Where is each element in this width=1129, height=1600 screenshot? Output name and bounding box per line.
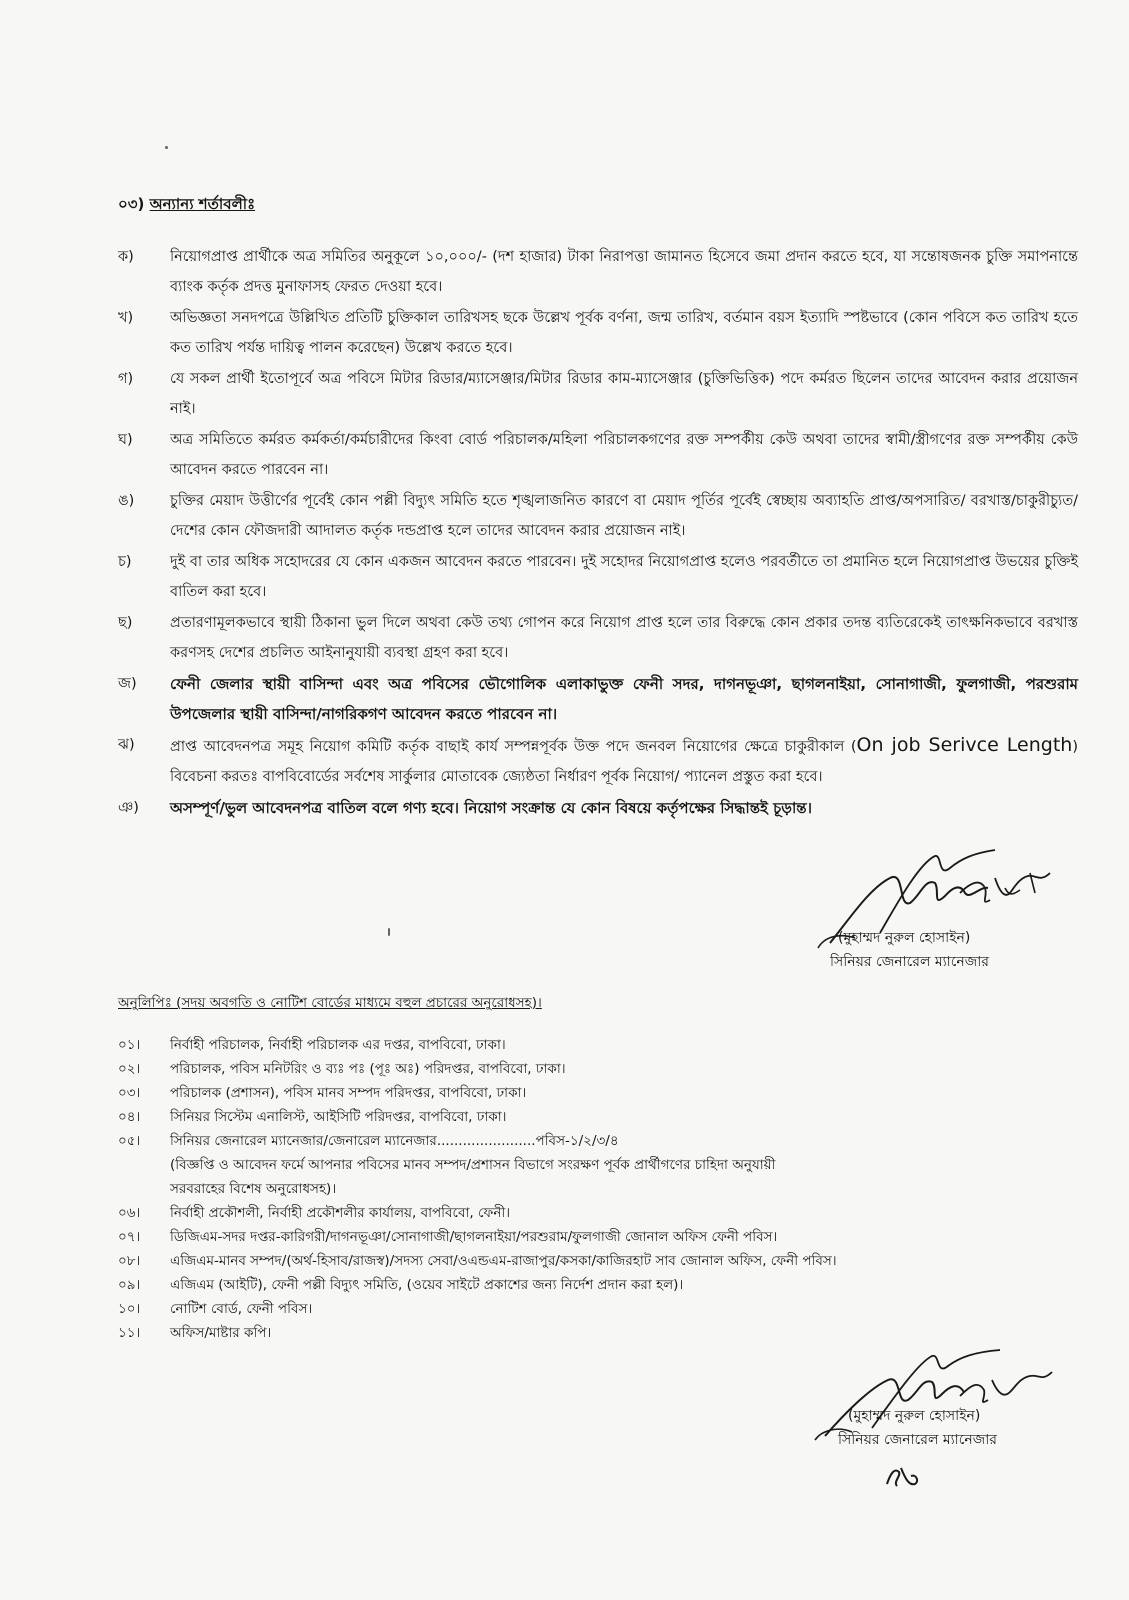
term-label: জ) <box>118 676 137 692</box>
term-item <box>118 364 1078 424</box>
copy-item <box>118 1321 1098 1345</box>
term-text-english: On job Serivce Length <box>856 734 1073 756</box>
term-text: অভিজ্ঞতা সনদপত্রে উল্লিখিত প্রতিটি চুক্তিকাল তারিখসহ ছকে উল্লেখ পূর্বক বর্ণনা, জন্ম তারিখ, বর্তমান বয়স ইত্যাদি স্পষ্টভাবে (কোন পবিসে কত তারিখ হতে কত তারিখ পর্যন্ত দায়িত্ব পালন করেছেন) উল্লেখ করতে হবে। <box>170 310 1078 356</box>
copy-number: ০৪। <box>118 1109 141 1125</box>
term-text: অসম্পূর্ণ/ভুল আবেদনপত্র বাতিল বলে গণ্য হবে। নিয়োগ সংক্রান্ত যে কোন বিষয়ে কর্তৃপক্ষের সিদ্ধান্তই চূড়ান্ত। <box>170 799 812 817</box>
copy-text: ডিজিএম-সদর দপ্তর-কারিগরী/দাগনভূঞা/সোনাগাজী/ছাগলনাইয়া/পরশুরাম/ফুলগাজী জোনাল অফিস ফেনী পবিস। <box>170 1229 778 1245</box>
term-item <box>118 425 1078 485</box>
copy-text: (বিজ্ঞপ্তি ও আবেদন ফর্মে আপনার পবিসের মানব সম্পদ/প্রশাসন বিভাগে সংরক্ষণ পূর্বক প্রার্থীগণের চাহিদা অনুযায়ী <box>170 1157 776 1173</box>
term-item <box>118 242 1078 302</box>
term-text: অত্র সমিতিতে কর্মরত কর্মকর্তা/কর্মচারীদের কিংবা বোর্ড পরিচালক/মহিলা পরিচালকগণের রক্ত সম্পর্কীয় কেউ অথবা তাদের স্বামী/স্ত্রীগণের রক্ত সম্পর্কীয় কেউ আবেদন করতে পারবেন না। <box>170 432 1078 478</box>
copy-text: এজিএম (আইটি), ফেনী পল্লী বিদ্যুৎ সমিতি, (ওয়েব সাইটে প্রকাশের জন্য নির্দেশ প্রদান করা হল)। <box>170 1277 684 1293</box>
copy-item <box>118 1201 1098 1225</box>
term-label: চ) <box>118 554 132 570</box>
copy-number: ০৩। <box>118 1085 141 1101</box>
copy-item <box>118 1225 1098 1249</box>
copy-item <box>118 1057 1098 1081</box>
copy-item <box>118 1033 1098 1057</box>
copy-item <box>118 1273 1098 1297</box>
copy-list <box>118 1033 1098 1345</box>
copy-number: ০৯। <box>118 1277 141 1293</box>
copy-number: ০৭। <box>118 1229 141 1245</box>
section-heading <box>118 193 255 218</box>
term-label: ঝ) <box>118 737 135 753</box>
copy-heading: অনুলিপিঃ (সদয় অবগতি ও নোটিশ বোর্ডের মাধ্যমে বহুল প্রচারের অনুরোধসহ)। <box>118 995 542 1011</box>
term-text <box>170 730 1078 792</box>
signature-block-copy <box>810 1348 1070 1468</box>
term-text: দুই বা তার অধিক সহোদরের যে কোন একজন আবেদন করতে পারবেন। দুই সহোদর নিয়োগপ্রাপ্ত হলেও পরবর্তীতে তা প্রমানিত হলে নিয়োগপ্রাপ্ত উভয়ের চুক্তিই বাতিল করা হবে। <box>170 554 1078 600</box>
section-title: অন্যান্য শর্তাবলীঃ <box>149 195 256 213</box>
term-text: ফেনী জেলার স্থায়ী বাসিন্দা এবং অত্র পবিসের ভৌগোলিক এলাকাভুক্ত ফেনী সদর, দাগনভূঞা, ছাগলনাইয়া, সোনাগাজী, ফুলগাজী, পরশুরাম উপজেলার স্থায়ী বাসিন্দা/নাগরিকগণ আবেদন করতে পারবেন না। <box>170 675 1078 723</box>
signatory-name: (মুহাম্মদ নুরুল হোসাইন) <box>838 930 971 946</box>
copy-item <box>118 1129 1098 1201</box>
term-item <box>118 608 1078 668</box>
term-label: ঞ) <box>118 800 139 816</box>
term-label: ক) <box>118 249 134 265</box>
copy-item <box>118 1081 1098 1105</box>
copy-text: নির্বাহী পরিচালক, নির্বাহী পরিচালক এর দপ্তর, বাপবিবো, ঢাকা। <box>170 1037 506 1053</box>
copy-item <box>118 1249 1098 1273</box>
term-item-bold <box>118 793 1078 823</box>
term-text: যে সকল প্রার্থী ইতোপূর্বে অত্র পবিসে মিটার রিডার/ম্যাসেঞ্জার/মিটার রিডার কাম-ম্যাসেঞ্জার (চুক্তিভিত্তিক) পদে কর্মরত ছিলেন তাদের আবেদন করার প্রয়োজন নাই। <box>170 371 1078 417</box>
scan-speck <box>165 146 168 149</box>
signatory-name: (মুহাম্মদ নুরুল হোসাইন) <box>848 1408 981 1424</box>
term-label: ছ) <box>118 615 133 631</box>
copy-item <box>118 1105 1098 1129</box>
term-label: ঘ) <box>118 432 133 448</box>
copy-text: সিনিয়র জেনারেল ম্যানেজার/জেনারেল ম্যানেজার.......................পবিস-১/২/৩/৪ <box>170 1133 619 1149</box>
term-text-part: ) বিবেচনা করতঃ বাপবিবোর্ডের সর্বশেষ সার্কুলার মোতাবেক জ্যেষ্ঠতা নির্ধারণ পূর্বক নিয়োগ/ প্যানেল প্রস্তুত করা হবে। <box>170 739 1078 785</box>
copy-text: নির্বাহী প্রকৌশলী, নির্বাহী প্রকৌশলীর কার্যালয়, বাপবিবো, ফেনী। <box>170 1205 511 1221</box>
signatory-designation: সিনিয়র জেনারেল ম্যানেজার <box>838 1432 998 1448</box>
copy-text: সরবরাহের বিশেষ অনুরোধসহ)। <box>170 1181 337 1197</box>
term-text: নিয়োগপ্রাপ্ত প্রার্থীকে অত্র সমিতির অনুকূলে ১০,০০০/- (দশ হাজার) টাকা নিরাপত্তা জামানত হিসেবে জমা প্রদান করতে হবে, যা সন্তোষজনক চুক্তি সমাপনান্তে ব্যাংক কর্তৃক প্রদত্ত মুনাফাসহ ফেরত দেওয়া হবে। <box>170 249 1078 295</box>
term-text: চুক্তির মেয়াদ উত্তীর্ণের পূর্বেই কোন পল্লী বিদ্যুৎ সমিতি হতে শৃঙ্খলাজনিত কারণে বা মেয়াদ পূর্তির পূর্বেই স্বেচ্ছায় অব্যাহতি প্রাপ্ত/অপসারিত/ বরখাস্ত/চাকুরীচ্যুত/দেশের কোন ফৌজদারী আদালত কর্তৃক দন্ডপ্রাপ্ত হলে তাদের আবেদন করার প্রয়োজন নাই। <box>170 493 1078 539</box>
copy-number: ১১। <box>118 1325 141 1341</box>
term-item <box>118 303 1078 363</box>
signatory-designation: সিনিয়র জেনারেল ম্যানেজার <box>830 954 990 970</box>
term-label: খ) <box>118 310 134 326</box>
term-text-part: প্রাপ্ত আবেদনপত্র সমূহ নিয়োগ কমিটি কর্তৃক বাছাই কার্য সম্পন্নপূর্বক উক্ত পদে জনবল নিয়োগের ক্ষেত্রে চাকুরীকাল ( <box>170 739 857 755</box>
copy-item <box>118 1297 1098 1321</box>
handwritten-page-mark <box>883 1462 923 1492</box>
copy-number: ০৫। <box>118 1133 141 1149</box>
copy-text: পরিচালক, পবিস মনিটরিং ও ব্যঃ পঃ (পূঃ অঃ) পরিদপ্তর, বাপবিবো, ঢাকা। <box>170 1061 566 1077</box>
copy-text: এজিএম-মানব সম্পদ/(অর্থ-হিসাব/রাজস্ব)/সদস্য সেবা/ওএন্ডএম-রাজাপুর/কসকা/কাজিরহাট সাব জোনাল অফিস, ফেনী পবিস। <box>170 1253 837 1269</box>
copy-number: ০১। <box>118 1037 141 1053</box>
copy-text: অফিস/মাষ্টার কপি। <box>170 1325 272 1341</box>
term-label: ঙ) <box>118 493 135 509</box>
terms-list <box>118 242 1078 824</box>
term-item <box>118 486 1078 546</box>
copy-text: সিনিয়র সিস্টেম এনালিস্ট, আইসিটি পরিদপ্তর, বাপবিবো, ঢাকা। <box>170 1109 507 1125</box>
scan-speck <box>388 928 390 936</box>
copy-number: ০৮। <box>118 1253 141 1269</box>
term-text: প্রতারণামূলকভাবে স্থায়ী ঠিকানা ভুল দিলে অথবা কেউ তথ্য গোপন করে নিয়োগ প্রাপ্ত হলে তার বিরুদ্ধে কোন প্রকার তদন্ত ব্যতিরেকেই তাৎক্ষনিকভাবে বরখাস্ত করণসহ দেশের প্রচলিত আইনানুযায়ী ব্যবস্থা গ্রহণ করা হবে। <box>170 615 1078 661</box>
term-item <box>118 730 1078 792</box>
copy-text: নোটিশ বোর্ড, ফেনী পবিস। <box>170 1301 313 1317</box>
copy-number: ০২। <box>118 1061 141 1077</box>
term-label: গ) <box>118 371 134 387</box>
copy-text: পরিচালক (প্রশাসন), পবিস মানব সম্পদ পরিদপ্তর, বাপবিবো, ঢাকা। <box>170 1085 527 1101</box>
signature-block <box>810 848 1070 978</box>
section-number: ০৩) <box>118 195 145 213</box>
copy-number: ১০। <box>118 1301 141 1317</box>
term-item <box>118 547 1078 607</box>
term-item-bold <box>118 669 1078 729</box>
copy-number: ০৬। <box>118 1205 141 1221</box>
